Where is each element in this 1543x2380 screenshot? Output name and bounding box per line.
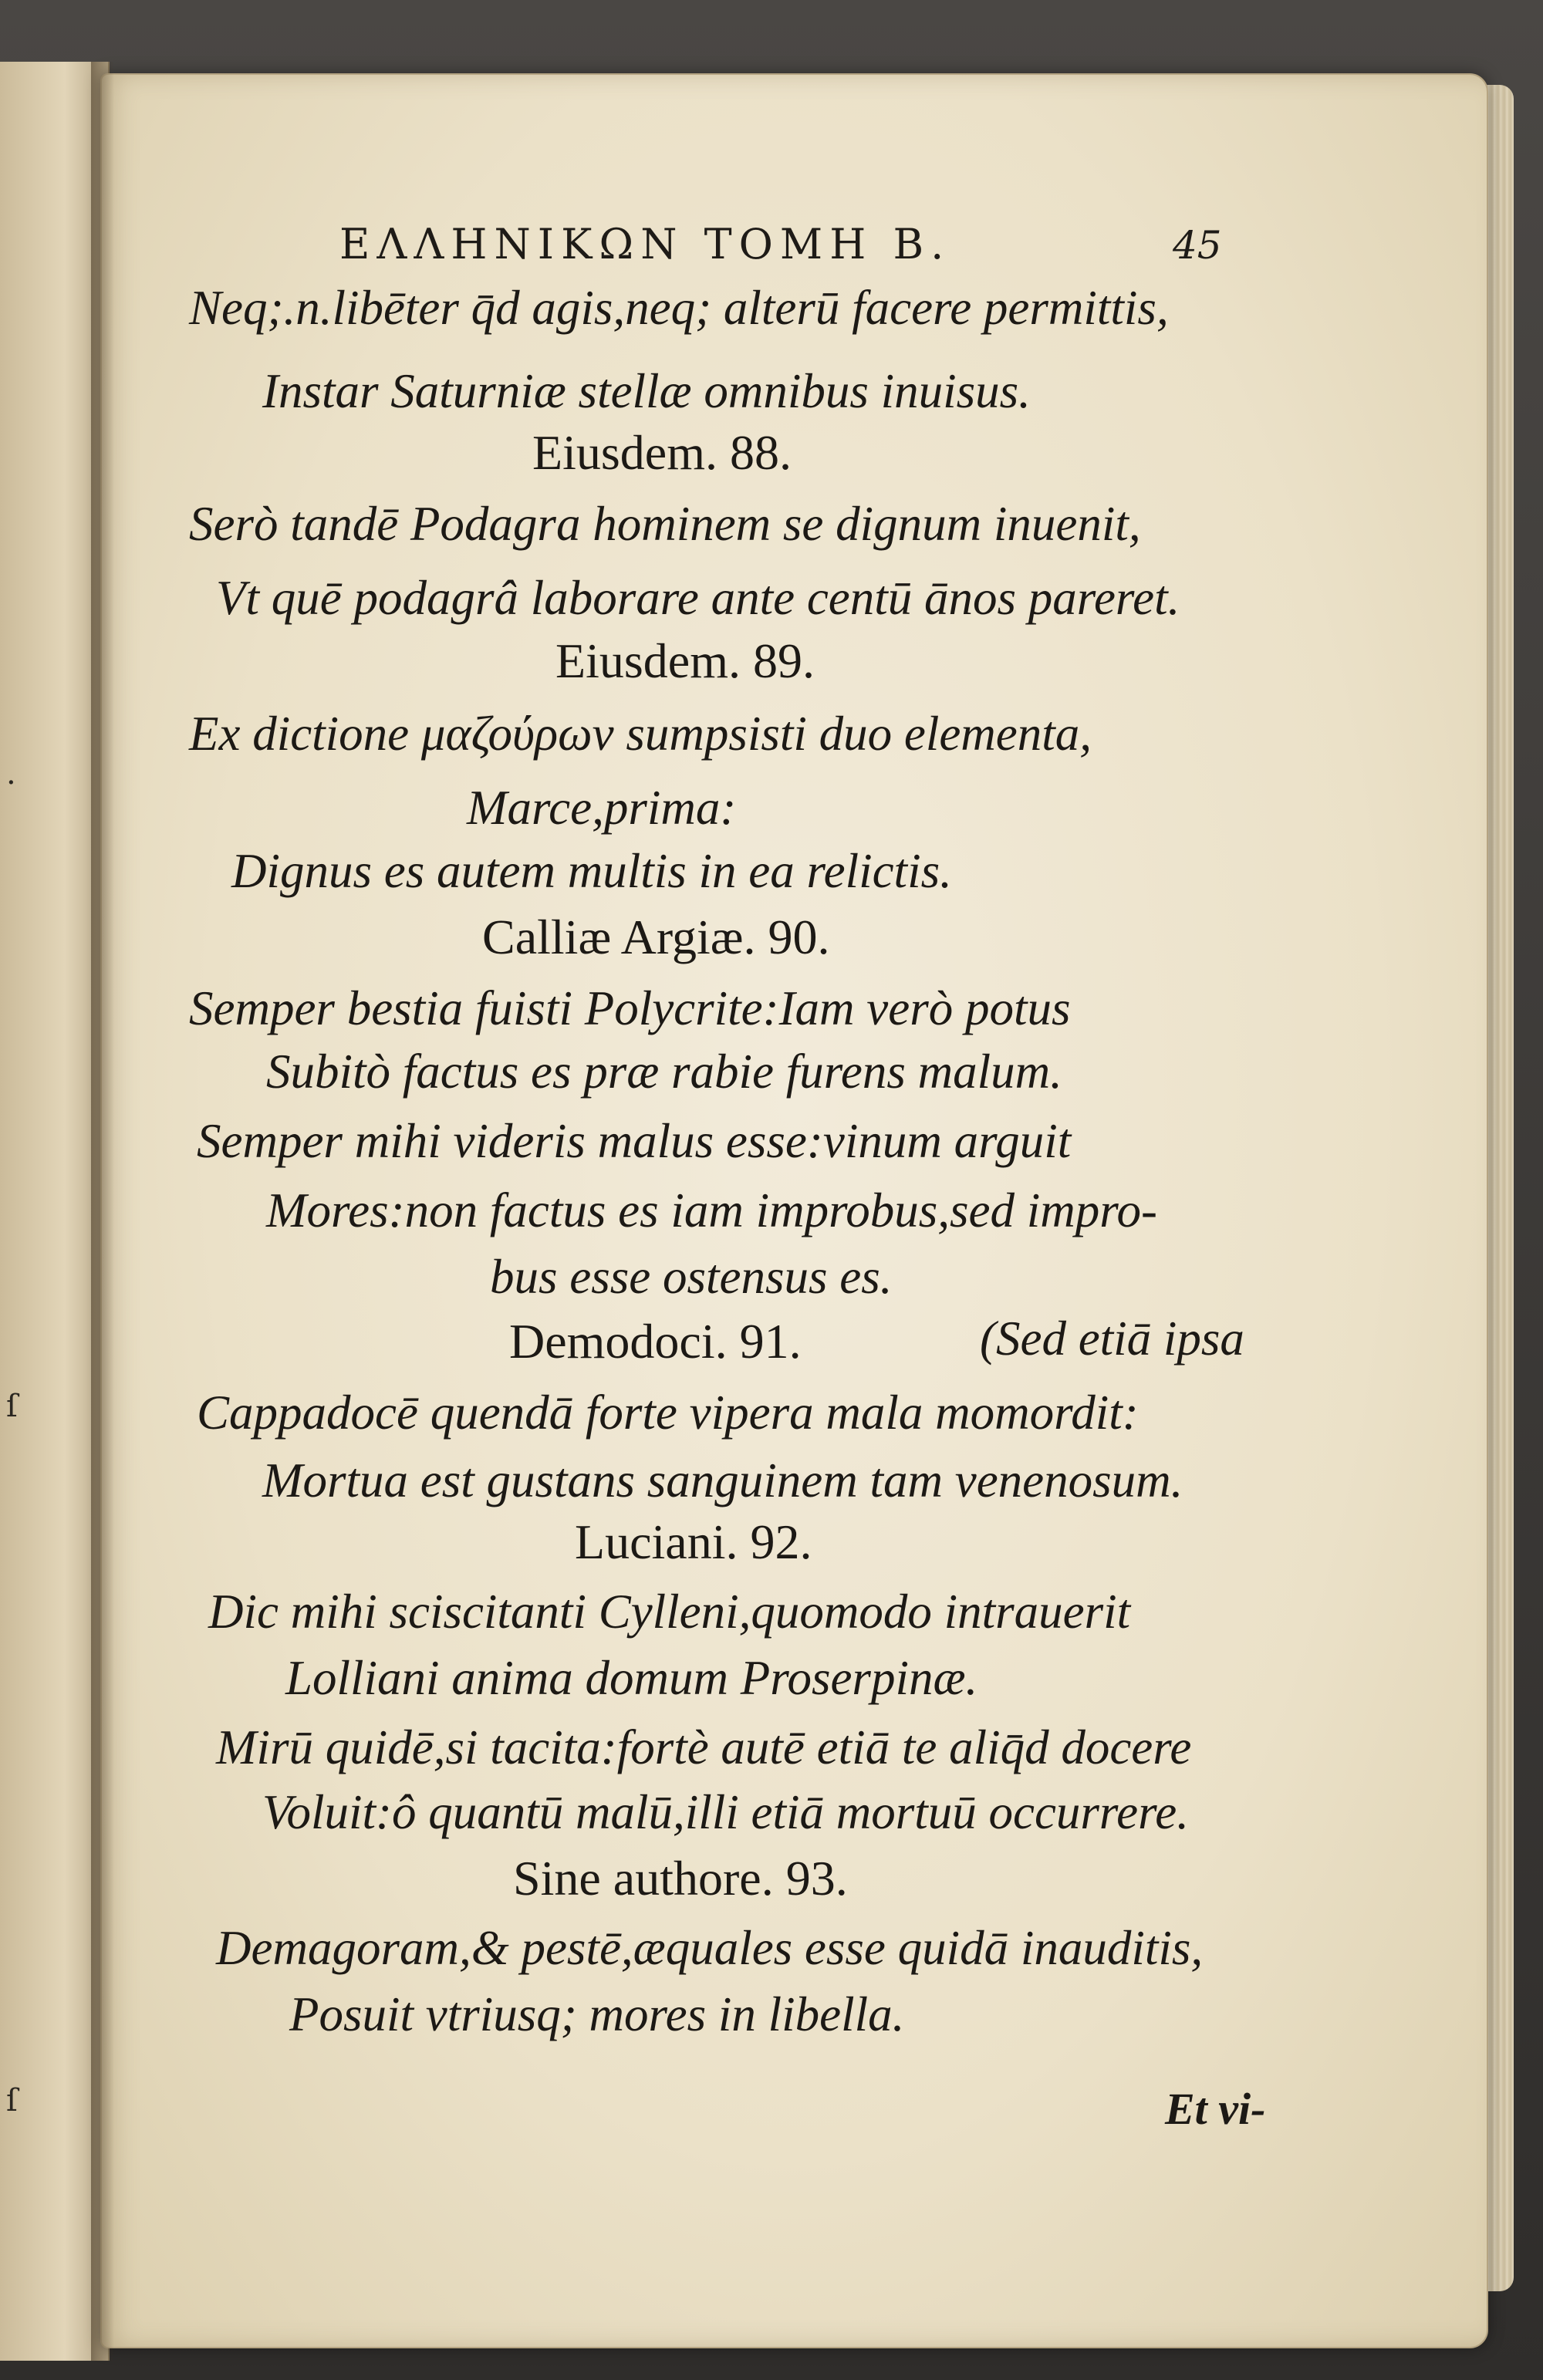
verse-line: Dic mihi sciscitanti Cylleni,quomodo intrauerit: [208, 1585, 1131, 1639]
verse-line: Demagoram,& pestē,æquales esse quidā inauditis,: [216, 1921, 1204, 1975]
verse-line: Marce,prima:: [467, 781, 737, 835]
verse-line: Cappadocē quendā forte vipera mala momordit:: [197, 1386, 1139, 1440]
epigram-heading: Sine authore. 93.: [513, 1851, 848, 1906]
catchword: Et vi-: [1165, 2084, 1266, 2134]
verse-line: Subitò factus es præ rabie furens malum.: [266, 1045, 1062, 1099]
verse-line: bus esse ostensus es.: [490, 1250, 893, 1304]
verse-line: Mirū quidē,si tacita:fortè autē etiā te aliq̄d docere: [216, 1720, 1192, 1774]
verse-line: (Sed etiā ipsa: [980, 1312, 1244, 1366]
verse-line: Voluit:ô quantū malū,illi etiā mortuū occurrere.: [262, 1785, 1189, 1839]
verse-line: Lolliani anima domum Proserpinæ.: [285, 1651, 978, 1705]
verse-line: Vt quē podagrâ laborare ante centū ānos pareret.: [216, 571, 1180, 625]
epigram-heading: Eiusdem. 89.: [555, 633, 815, 688]
left-page-mark: ſ: [6, 1389, 18, 1424]
verse-line: Dignus es autem multis in ea relictis.: [231, 844, 952, 898]
verse-line: Neq;.n.libēter q̄d agis,neq; alterū facere permittis,: [189, 281, 1169, 335]
left-page-mark: ſ: [6, 2083, 18, 2118]
spine-shadow: [91, 62, 114, 2361]
epigram-heading: Luciani. 92.: [575, 1514, 812, 1569]
verse-line: Posuit vtriusq; mores in libella.: [289, 1987, 905, 2041]
page-number: 45: [1173, 223, 1222, 268]
verse-line: Mortua est gustans sanguinem tam venenosum.: [262, 1453, 1183, 1507]
left-page-mark: .: [6, 756, 16, 792]
verse-line: Instar Saturniæ stellæ omnibus inuisus.: [262, 364, 1031, 418]
running-head: ΕΛΛΗΝΙΚΩΝ ΤΟΜΗ Β.: [339, 220, 951, 268]
epigram-heading: Eiusdem. 88.: [532, 425, 792, 480]
page-header: [339, 220, 1304, 282]
epigram-heading: Calliæ Argiæ. 90.: [482, 910, 830, 964]
verse-line: Serò tandē Podagra hominem se dignum inuenit,: [189, 497, 1141, 551]
verse-line: Semper mihi videris malus esse:vinum arguit: [197, 1114, 1072, 1168]
verse-line: Mores:non factus es iam improbus,sed impro-: [266, 1183, 1157, 1237]
verse-line: Ex dictione μαζούρων sumpsisti duo elementa,: [189, 707, 1092, 761]
epigram-heading: Demodoci. 91.: [509, 1314, 802, 1369]
verse-line: Semper bestia fuisti Polycrite:Iam verò potus: [189, 981, 1071, 1035]
